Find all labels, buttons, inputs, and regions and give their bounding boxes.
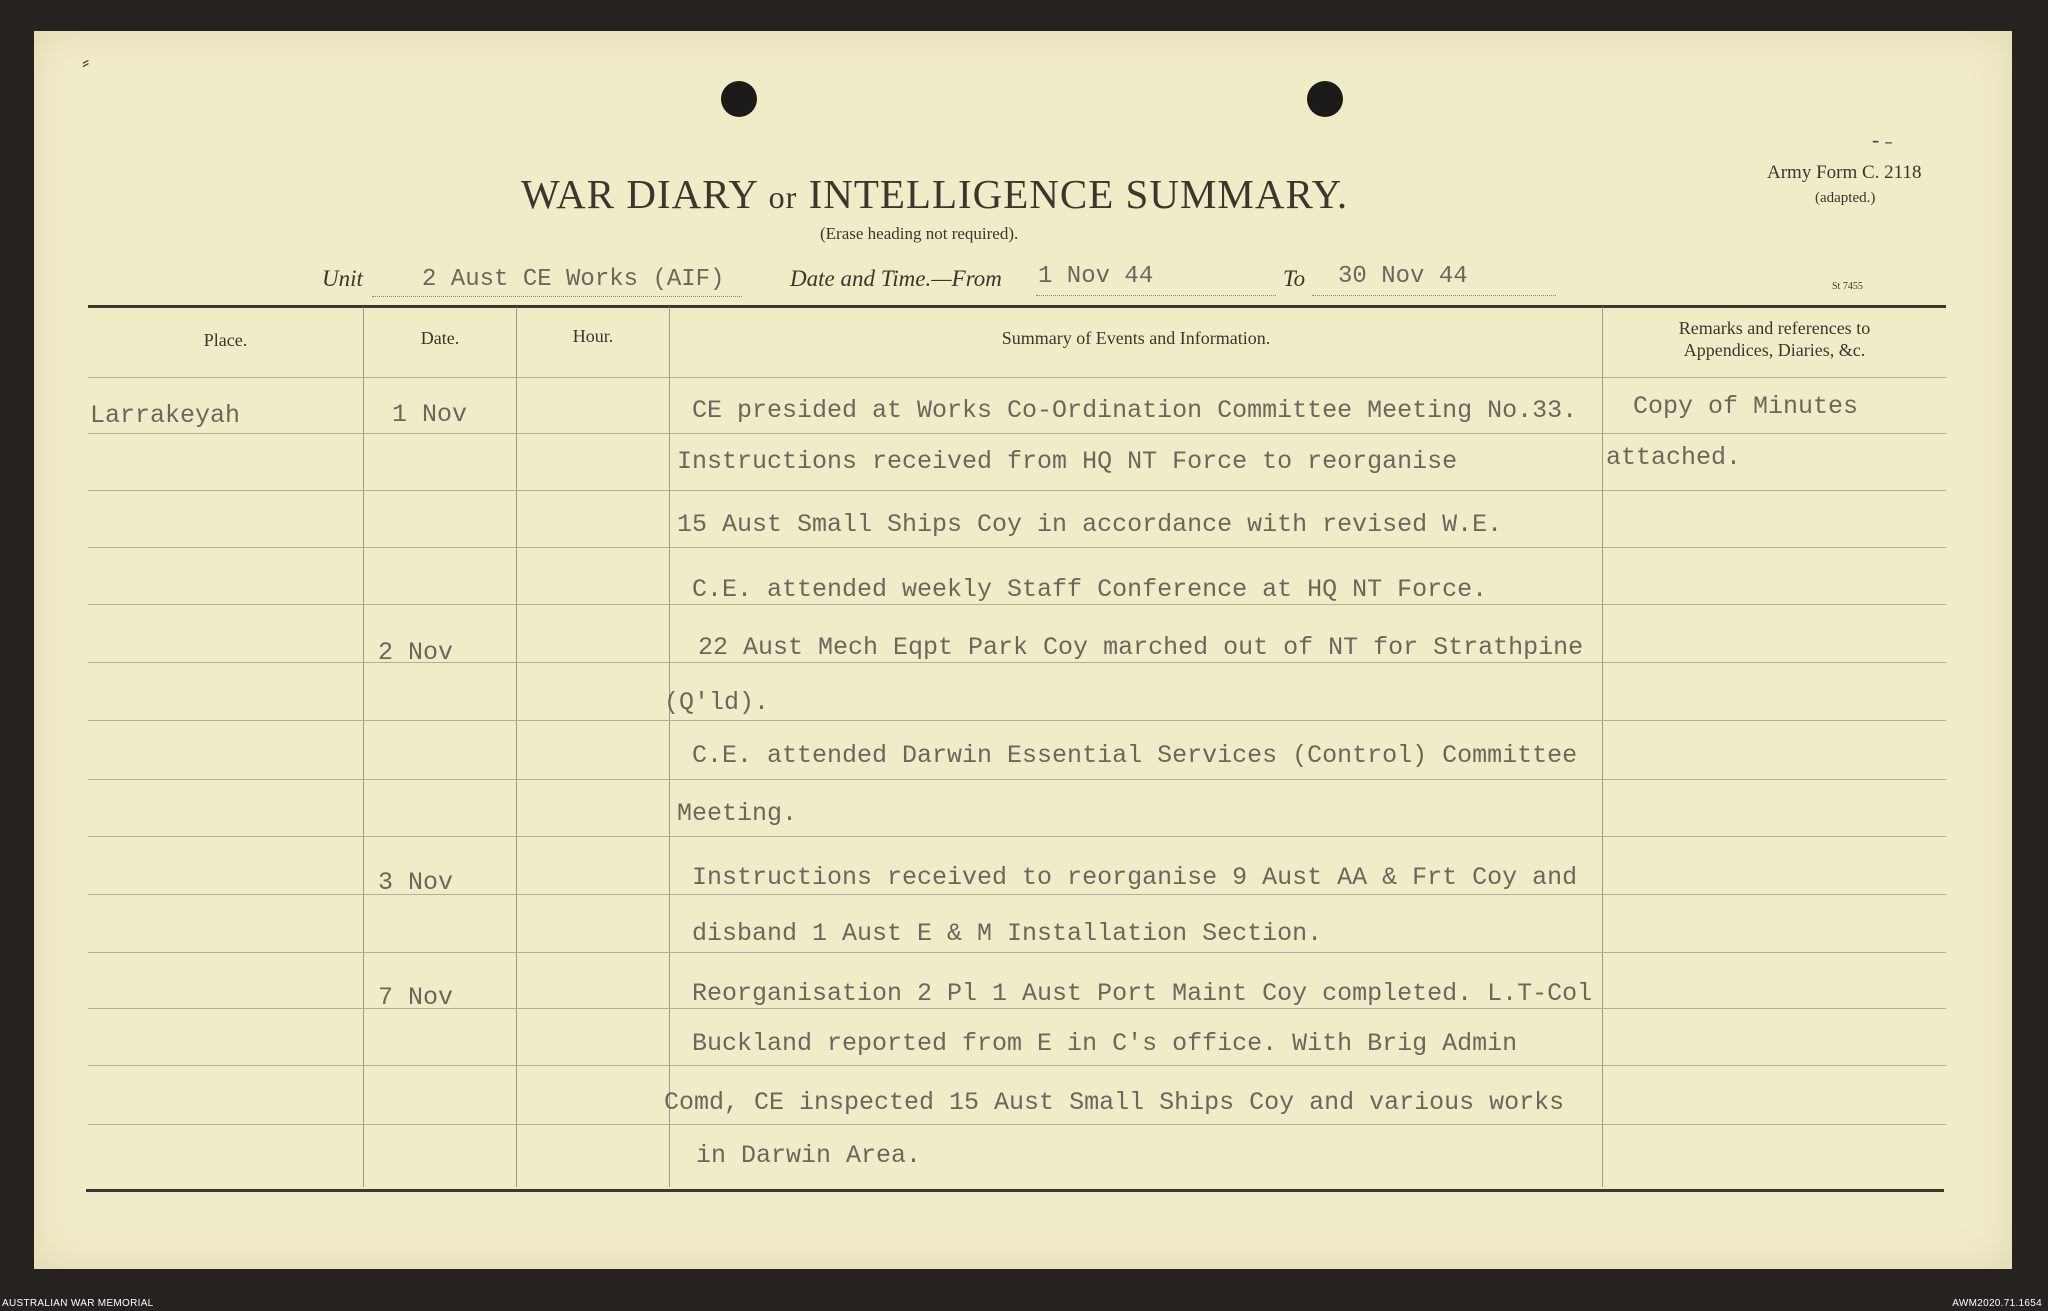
summary-line: Reorganisation 2 Pl 1 Aust Port Maint Coy completed. L.T-Col [692,979,1593,1008]
date-entry: 2 Nov [378,638,454,667]
remarks-header-line: Remarks and references to [1678,318,1871,338]
row-rule [88,490,1946,491]
date-entry: 3 Nov [378,868,454,897]
summary-line: in Darwin Area. [696,1141,922,1170]
row-rule [88,662,1946,663]
column-header-date: Date. [420,328,460,348]
row-rule [88,952,1946,953]
from-field [1036,263,1276,296]
column-divider [363,307,364,1187]
title-war-diary: WAR DIARY [521,171,758,217]
row-rule [88,433,1946,434]
row-rule [88,604,1946,605]
to-label: To [1283,266,1306,291]
summary-line: 22 Aust Mech Eqpt Park Coy marched out of NT for Strathpine [698,633,1584,662]
from-value: 1 Nov 44 [1038,263,1154,290]
row-rule [88,720,1946,721]
ink-mark: ⸗ [82,49,90,74]
summary-line: Meeting. [677,799,798,828]
punch-hole [1307,81,1343,117]
summary-line: C.E. attended weekly Staff Conference at HQ NT Force. [692,575,1488,604]
row-rule [88,1008,1946,1009]
unit-value: 2 Aust CE Works (AIF) [422,266,725,293]
archive-reference: AWM2020.71.1654 [1952,1298,2042,1309]
summary-line: Instructions received to reorganise 9 Aust AA & Frt Coy and [692,863,1578,892]
army-form-label: Army Form C. 2118 [1767,162,1922,183]
remarks-line: Copy of Minutes [1633,392,1859,421]
stock-number: St 7455 [1832,281,1863,292]
to-value: 30 Nov 44 [1338,263,1468,290]
title-or: or [768,179,798,215]
title-intelligence-summary: INTELLIGENCE SUMMARY. [808,171,1349,217]
to-field [1312,263,1556,296]
punch-hole [721,81,757,117]
summary-line: 15 Aust Small Ships Coy in accordance with revised W.E. [677,510,1503,539]
summary-line: Instructions received from HQ NT Force to reorganise [677,447,1458,476]
row-rule [88,1065,1946,1066]
column-header-summary: Summary of Events and Information. [1001,328,1271,348]
remarks-header-line: Appendices, Diaries, &c. [1683,340,1866,360]
column-divider [669,307,670,1187]
column-divider [1602,307,1603,1187]
adapted-label: (adapted.) [1815,190,1876,206]
summary-line: CE presided at Works Co-Ordination Committee Meeting No.33. [692,396,1578,425]
date-entry: 1 Nov [392,400,468,429]
summary-line: Comd, CE inspected 15 Aust Small Ships Coy and various works [664,1088,1565,1117]
row-rule [88,836,1946,837]
erase-note: (Erase heading not required). [820,224,1019,243]
summary-line: C.E. attended Darwin Essential Services (Control) Committee [692,741,1578,770]
ink-mark: - ˗ [1872,127,1893,152]
unit-field [372,268,742,297]
summary-line: disband 1 Aust E & M Installation Section. [692,919,1323,948]
table-top-rule [88,305,1946,308]
row-rule [88,779,1946,780]
column-header-remarks [1603,317,1946,361]
column-divider [516,307,517,1187]
row-rule [88,377,1946,378]
date-time-label: Date and Time.—From [790,266,1002,291]
page-title [521,170,1348,218]
column-header-place: Place. [203,330,248,350]
table-bottom-rule [86,1189,1944,1192]
column-header-hour: Hour. [572,326,614,346]
remarks-line: attached. [1606,443,1742,472]
summary-line: Buckland reported from E in C's office. With Brig Admin [692,1029,1518,1058]
summary-line: (Q'ld). [664,688,770,717]
row-rule [88,547,1946,548]
row-rule [88,1124,1946,1125]
archive-credit: AUSTRALIAN WAR MEMORIAL [2,1298,154,1309]
date-entry: 7 Nov [378,983,454,1012]
unit-label: Unit [322,266,363,291]
place-entry: Larrakeyah [90,401,241,430]
row-rule [88,894,1946,895]
